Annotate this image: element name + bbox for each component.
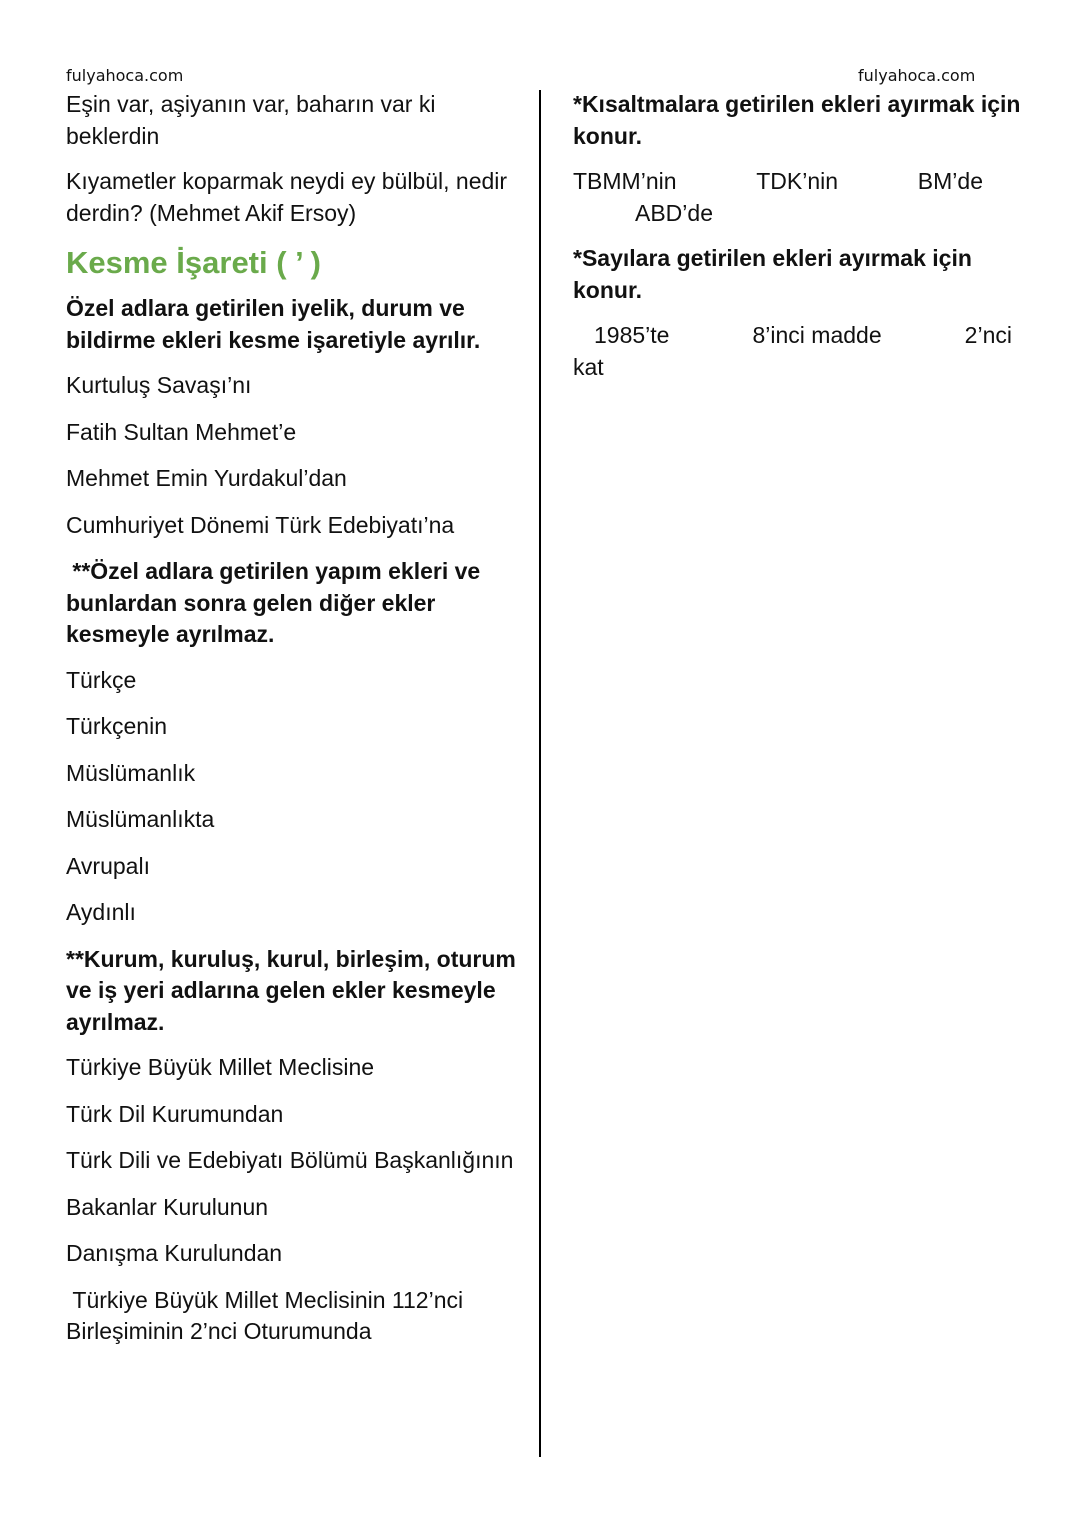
example-item: Müslümanlıkta [66, 806, 215, 832]
example-item: Türkiye Büyük Millet Meclisinin 112’nci Birleşiminin 2’nci Oturumunda [66, 1286, 470, 1344]
example-item: Cumhuriyet Dönemi Türk Edebiyatı’na [66, 511, 455, 538]
rule-derivational-suffixes: **Özel adlara getirilen yapım ekleri ve bunlardan sonra gelen diğer ekler kesmeyle ayrılmaz. [66, 558, 487, 647]
header-site-left: fulyahoca.com [66, 66, 184, 85]
number-example: 1985’te [594, 322, 670, 348]
number-example: kat [573, 353, 604, 380]
abbreviation-examples [573, 166, 1023, 229]
header-site-right: fulyahoca.com [858, 66, 976, 85]
rule-institution-names: **Kurum, kuruluş, kurul, birleşim, oturum ve iş yeri adlarına gelen ekler kesmeyle ayrılmaz. [66, 945, 516, 1035]
example-item: Avrupalı [66, 852, 150, 879]
example-item: Fatih Sultan Mehmet’e [66, 418, 297, 445]
rule-proper-noun-suffixes: Özel adlara getirilen iyelik, durum ve bildirme ekleri kesme işaretiyle ayrılır. [66, 295, 481, 353]
example-item: Türkçenin [66, 713, 167, 739]
example-item: Türkçe [66, 666, 137, 693]
example-item: Bakanlar Kurulunun [66, 1193, 269, 1220]
example-item: Mehmet Emin Yurdakul’dan [66, 465, 347, 491]
example-item: Türkiye Büyük Millet Meclisine [66, 1054, 375, 1080]
number-example: 2’nci [964, 322, 1012, 348]
abbr-example: TDK’nin [756, 168, 839, 194]
example-item: Müslümanlık [66, 759, 196, 786]
example-item: Türk Dil Kurumundan [66, 1100, 284, 1127]
left-column [66, 89, 518, 1363]
rule-numbers: *Sayılara getirilen ekleri ayırmak için konur. [573, 245, 972, 303]
abbr-example: BM’de [917, 168, 983, 194]
example-item: Kurtuluş Savaşı’nı [66, 372, 252, 398]
poem-line-1: Eşin var, aşiyanın var, baharın var ki beklerdin [66, 91, 436, 149]
example-item: Türk Dili ve Edebiyatı Bölümü Başkanlığının [66, 1147, 514, 1173]
poem-line-2: Kıyametler koparmak neydi ey bülbül, nedir derdin? (Mehmet Akif Ersoy) [66, 168, 508, 226]
number-example: 8’inci madde [752, 322, 882, 348]
column-divider [539, 90, 541, 1457]
rule-abbreviations: *Kısaltmalara getirilen ekleri ayırmak için konur. [573, 91, 1021, 149]
right-column [573, 89, 1023, 383]
abbr-example: ABD’de [635, 199, 713, 226]
number-examples [573, 320, 1023, 383]
example-item: Aydınlı [66, 899, 136, 925]
example-item: Danışma Kurulundan [66, 1240, 283, 1266]
abbr-example: TBMM’nin [573, 168, 677, 194]
section-title: Kesme İşareti ( ’ ) [66, 245, 322, 280]
